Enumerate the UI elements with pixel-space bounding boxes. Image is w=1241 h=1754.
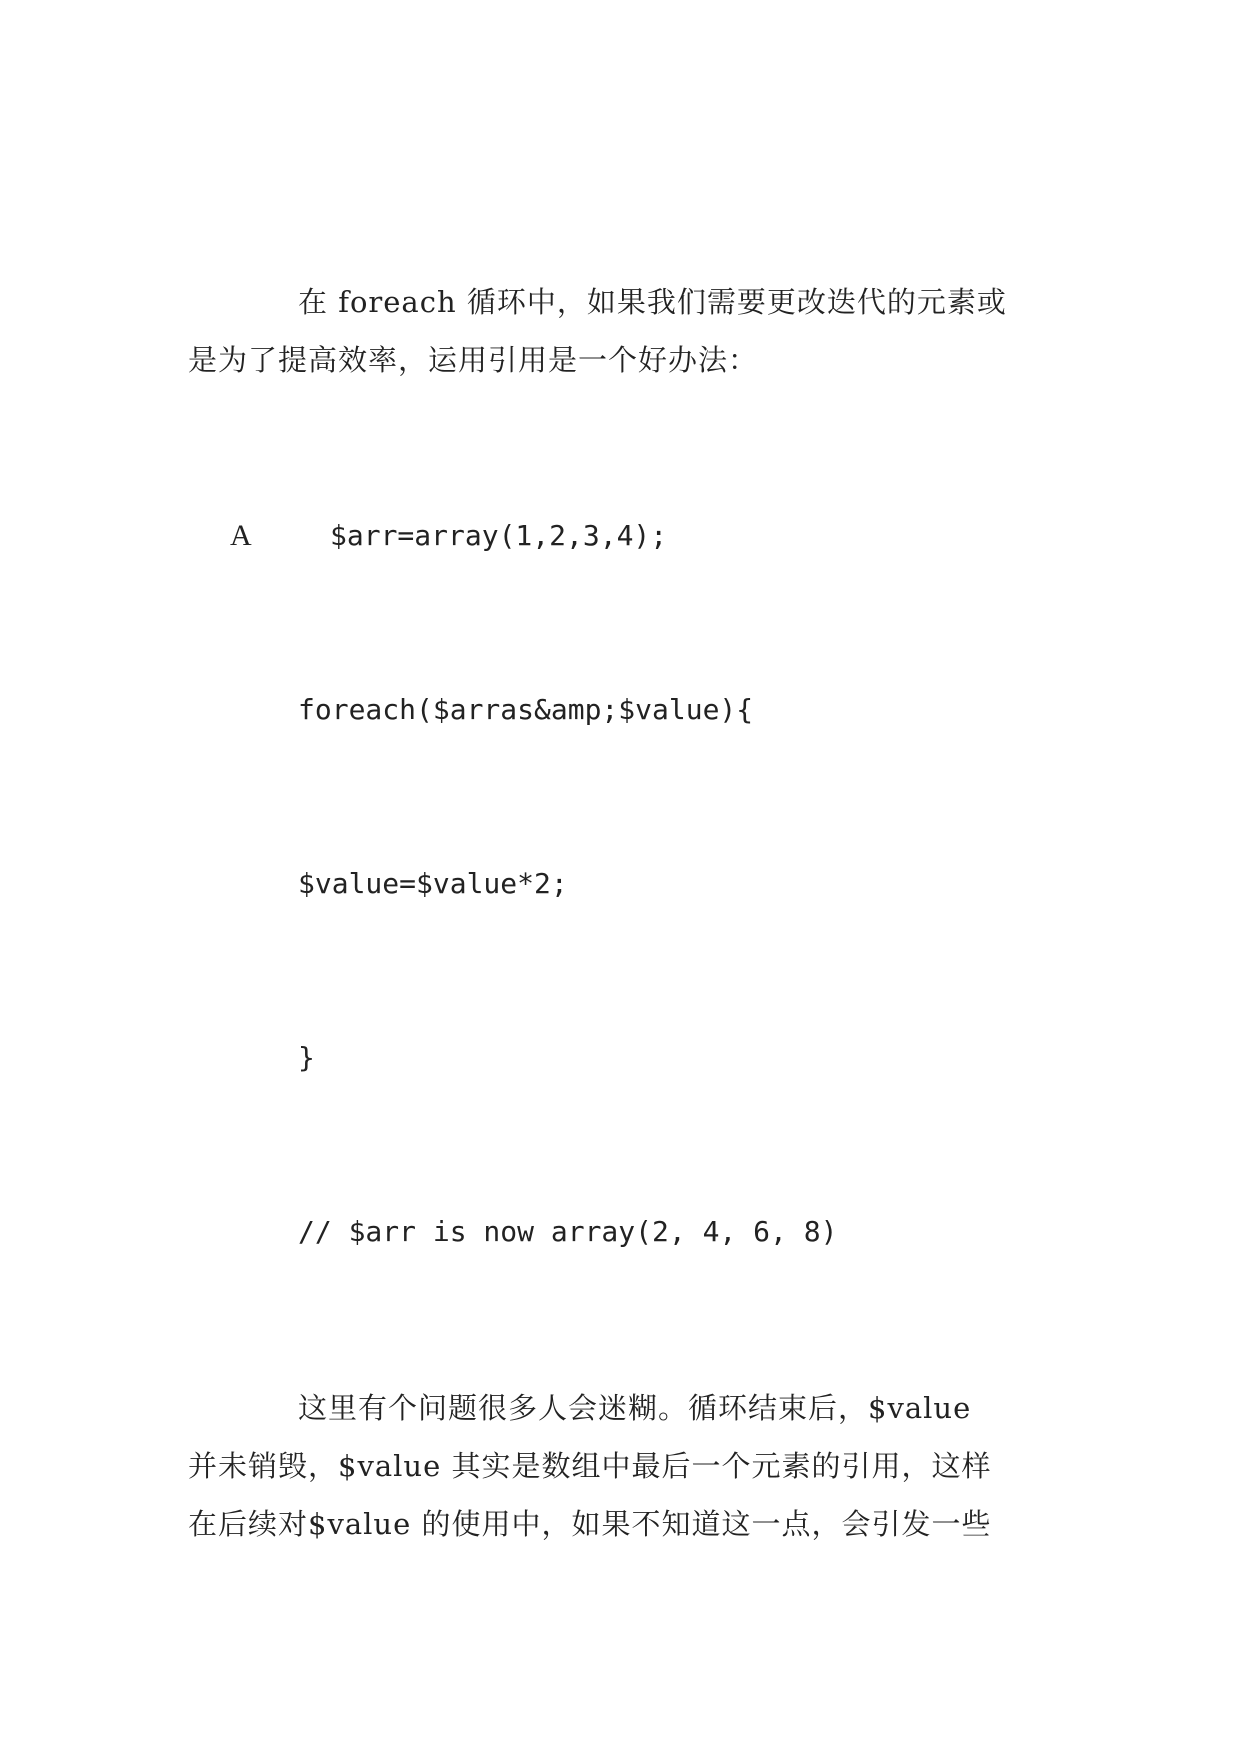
paragraph-2-line-3: 在后续对$value 的使用中，如果不知道这一点，会引发一些 (188, 1507, 992, 1541)
code-line-comment: // $arr is now array(2, 4, 6, 8) (298, 1215, 838, 1248)
code-line-assignment: $value=$value*2; (298, 867, 568, 900)
paragraph-1-line-2: 是为了提高效率，运用引用是一个好办法： (188, 343, 759, 377)
paragraph-2-line-1: 这里有个问题很多人会迷糊。循环结束后，$value (298, 1391, 972, 1425)
code-line-array-init: $arr=array(1,2,3,4); (330, 519, 668, 552)
paragraph-1-line-1: 在 foreach 循环中，如果我们需要更改迭代的元素或 (298, 285, 1007, 319)
code-line-closing-brace: } (298, 1041, 315, 1074)
code-line-foreach: foreach($arras&amp;$value){ (298, 693, 754, 726)
paragraph-2-line-2: 并未销毁，$value 其实是数组中最后一个元素的引用，这样 (188, 1449, 992, 1483)
code-block-label: A (230, 519, 253, 552)
